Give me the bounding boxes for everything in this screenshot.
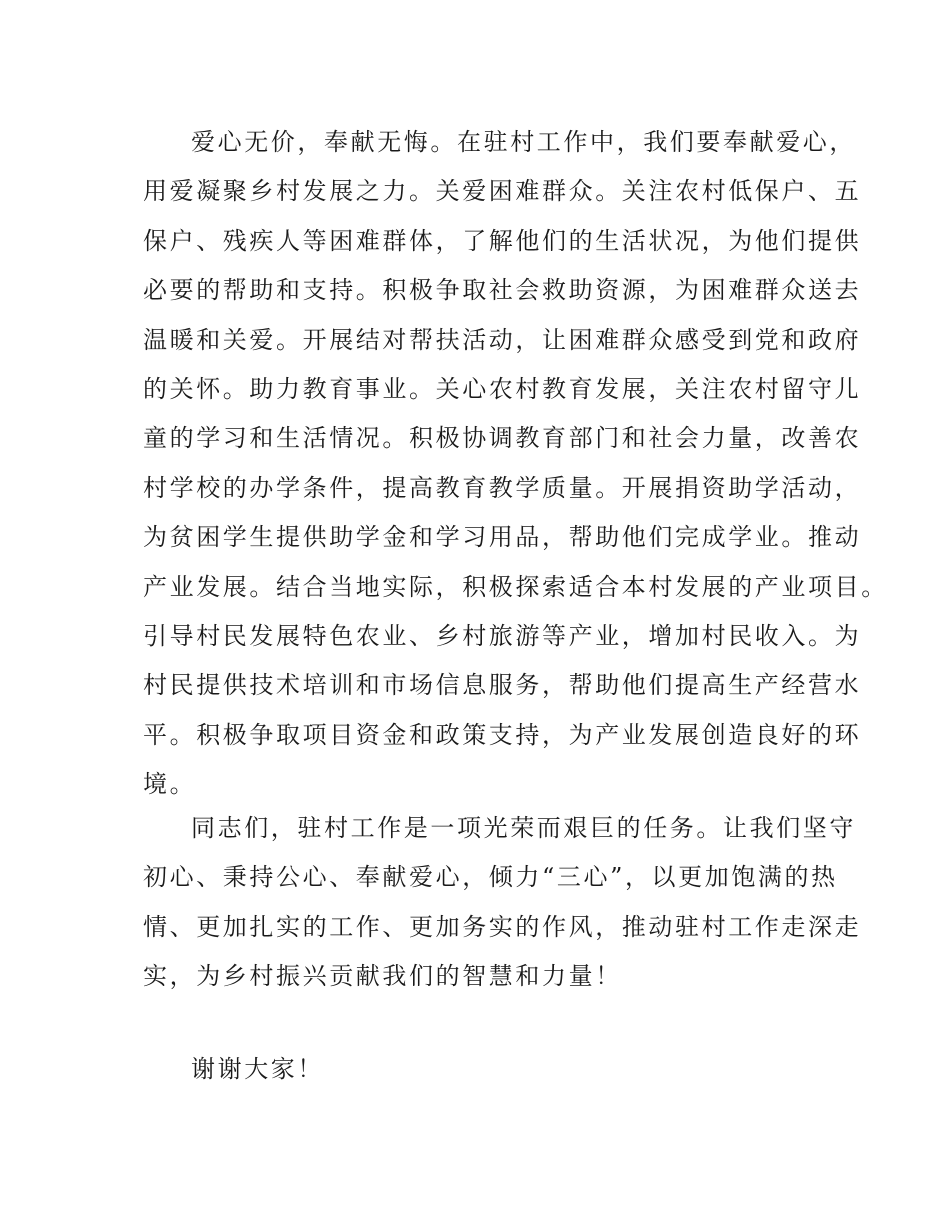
text-line: 引导村民发展特色农业、乡村旅游等产业，增加村民收入。为 (143, 621, 862, 650)
text-line: 境。 (143, 770, 197, 799)
text-line: 必要的帮助和支持。积极争取社会救助资源，为困难群众送去 (143, 276, 862, 305)
text-line: 童的学习和生活情况。积极协调教育部门和社会力量，改善农 (143, 424, 862, 453)
text-line: 情、更加扎实的工作、更加务实的作风，推动驻村工作走深走 (143, 912, 862, 941)
text-line: 村民提供技术培训和市场信息服务，帮助他们提高生产经营水 (143, 671, 862, 700)
text-line: 平。积极争取项目资金和政策支持，为产业发展创造良好的环 (143, 720, 862, 749)
text-line: 实，为乡村振兴贡献我们的智慧和力量！ (143, 962, 622, 991)
text-line: 爱心无价，奉献无悔。在驻村工作中，我们要奉献爱心， (191, 128, 856, 156)
paragraph-closing (143, 1045, 823, 1094)
text-line: 为贫困学生提供助学金和学习用品，帮助他们完成学业。推动 (143, 523, 862, 552)
closing-line: 谢谢大家！ (191, 1055, 324, 1083)
text-line: 用爱凝聚乡村发展之力。关爱困难群众。关注农村低保户、五 (143, 177, 862, 206)
paragraph-call-to-action (143, 804, 862, 1002)
text-line: 保户、残疾人等困难群体，了解他们的生活状况，为他们提供 (143, 226, 862, 255)
text-line: 的关怀。助力教育事业。关心农村教育发展，关注农村留守儿 (143, 374, 862, 403)
text-line: 产业发展。结合当地实际，积极探索适合本村发展的产业项目。 (143, 572, 888, 601)
paragraph-dedication (143, 118, 888, 809)
text-line: 村学校的办学条件，提高教育教学质量。开展捐资助学活动， (143, 473, 862, 502)
text-line: 初心、秉持公心、奉献爱心，倾力“三心”，以更加饱满的热 (143, 863, 838, 892)
text-line: 同志们，驻村工作是一项光荣而艰巨的任务。让我们坚守 (191, 814, 856, 842)
text-line: 温暖和关爱。开展结对帮扶活动，让困难群众感受到党和政府 (143, 325, 862, 354)
